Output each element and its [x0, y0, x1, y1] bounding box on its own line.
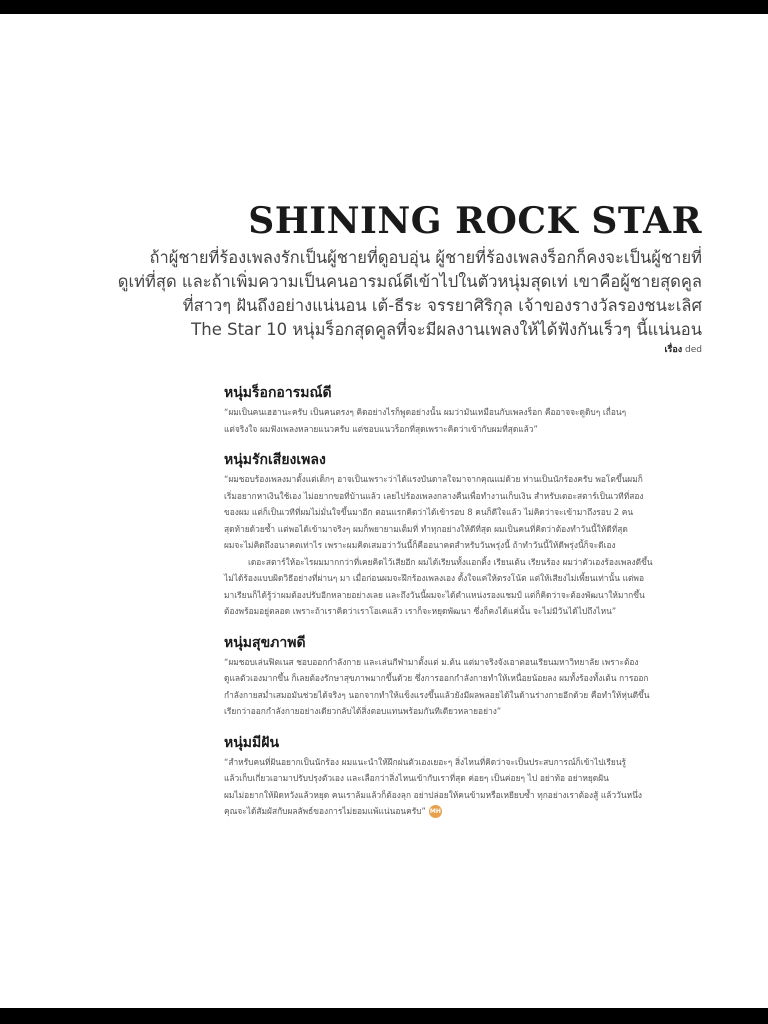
- paragraph-line: “ผมชอบร้องเพลงมาตั้งแต่เด็กๆ อาจเป็นเพราะว่าได้แรงบันดาลใจมาจากคุณแม่ด้วย ท่านเป็นนักร้องครับ พอโตขึ้นผมก็: [224, 474, 643, 484]
- article-body: [224, 384, 704, 820]
- intro-line: ดูเท่ที่สุด และถ้าเพิ่มความเป็นคนอารมณ์ดีเข้าไปในตัวหนุ่มสุดเท่ เขาคือผู้ชายสุดคูล: [117, 272, 702, 291]
- paragraph-line: ดูแลตัวเองมากขึ้น ก็เลยต้องรักษาสุขภาพมากขึ้นด้วย ซึ่งการออกกำลังกายทำให้เหนื่อยน้อยลง ผมทั้งร้องทั้งเต้น การออก: [224, 673, 649, 683]
- section-title: หนุ่มสุขภาพดี: [224, 634, 306, 651]
- paragraph-line: “สำหรับคนที่ฝันอยากเป็นนักร้อง ผมแนะนำให้ฝึกฝนตัวเองเยอะๆ สิ่งไหนที่คิดว่าจะเป็นประสบการณ์ก็เข้าไปเรียนรู้: [224, 756, 627, 767]
- section-title: หนุ่มรักเสียงเพลง: [224, 452, 326, 468]
- paragraph-line: เรียกว่าออกกำลังกายอย่างเดียวกลับได้สิ่งตอบแทนพร้อมกันทีเดียวหลายอย่าง”: [224, 706, 502, 716]
- paragraph-line: ไม่ได้ร้องแบบผิดวิธีอย่างที่ผ่านๆ มา เมื่อก่อนผมจะฝึกร้องเพลงเอง ตั้งใจแค่ให้ตรงโน้ต แต่ให้เสียงไม่เพี้ยนเท่านั้น แต่พอ: [224, 573, 644, 583]
- paragraph-line: ของผม แต่ก็เป็นเวทีที่ผมไม่มั่นใจขึ้นมาอีก ตอนแรกคิดว่าได้เข้ารอบ 8 คนก็ดีใจแล้ว ไม่คิดว่าจะเข้ามาถึงรอบ 2 คน: [224, 507, 634, 517]
- paragraph-line: ผมไม่อยากให้ผิดหวังแล้วหยุด คนเราล้มแล้วก็ต้องลุก อย่าปล่อยให้คนข้ามหรือเหยียบซ้ำ ทุกอย่างเราต้องสู้ แล้ววันหนึ่ง: [224, 789, 642, 800]
- section-paragraph: [224, 471, 704, 620]
- section-paragraph: [224, 754, 704, 820]
- article-intro: [102, 246, 702, 342]
- paragraph-line: แล้วเก็บเกี่ยวเอามาปรับปรุงตัวเอง และเลือกว่าสิ่งไหนเข้ากับเราที่สุด ค่อยๆ เป็นค่อยๆ ไป อย่าท้อ อย่าหยุดฝัน: [224, 773, 609, 783]
- paragraph-line: แต่จริงใจ ผมฟังเพลงหลายแนวครับ แต่ชอบแนวร็อกที่สุดเพราะคิดว่าเข้ากับผมที่สุดแล้ว”: [224, 423, 538, 434]
- section-rock-good-mood: [224, 384, 704, 437]
- paragraph-line: สุดท้ายด้วยซ้ำ แต่พอได้เข้ามาจริงๆ ผมก็พยายามเต็มที่ ทำทุกอย่างให้ดีที่สุด ผมเป็นคนที่คิดว่าต้องทำวันนี้ให้ดีที่สุด: [224, 523, 628, 534]
- intro-line: ถ้าผู้ชายที่ร้องเพลงรักเป็นผู้ชายที่ดูอบอุ่น ผู้ชายที่ร้องเพลงร็อกก็คงจะเป็นผู้ชายที่: [149, 248, 702, 267]
- paragraph-line: ต้องพร้อมอยู่ตลอด เพราะถ้าเราคิดว่าเราโอเคแล้ว เราก็จะหยุดพัฒนา ซึ่งก็คงได้แค่นั้น จะไม่มีวันได้ไปถึงไหน”: [224, 606, 617, 616]
- paragraph-line: เริ่มอยากหาเงินใช้เอง ไม่อยากขอที่บ้านแล้ว เลยไปร้องเพลงกลางคืนเพื่อทำงานเก็บเงิน สำหรับเดอะสตาร์เป็นเวทีที่สอง: [224, 490, 644, 501]
- section-healthy: [224, 634, 704, 720]
- intro-line: The Star 10 หนุ่มร็อกสุดคูลที่จะมีผลงานเพลงให้ได้ฟังกันเร็วๆ นี้แน่นอน: [191, 320, 702, 339]
- section-paragraph: [224, 654, 704, 720]
- paragraph-line: [224, 803, 704, 820]
- paragraph-line: “ผมชอบเล่นฟิตเนส ชอบออกกำลังกาย และเล่นกีฬามาตั้งแต่ ม.ต้น แต่มาจริงจังเอาตอนเรียนมหาวิทยาลัย เพราะต้อง: [224, 656, 639, 667]
- bottom-black-bar: [0, 1008, 768, 1024]
- article-headline: SHINING ROCK STAR: [248, 200, 702, 242]
- author-credit: [664, 342, 702, 356]
- credit-name: ded: [685, 345, 702, 355]
- section-love-music: [224, 451, 704, 620]
- paragraph-line: มาเรียนก็ได้รู้ว่าผมต้องปรับอีกหลายอย่างเลย และถึงวันนี้ผมจะได้ตำแหน่งรองแชมป์ แต่ก็คิดว่าจะต้องพัฒนาให้มากขึ้น: [224, 589, 645, 600]
- intro-line: ที่สาวๆ ฝันถึงอย่างแน่นอน เต้-ธีระ จรรยาศิริกุล เจ้าของรางวัลรองชนะเลิศ: [182, 296, 702, 315]
- paragraph-line-text: คุณจะได้สัมผัสกับผลลัพธ์ของการไม่ยอมแพ้แน่นอนครับ”: [224, 806, 426, 816]
- section-paragraph: [224, 404, 704, 437]
- paragraph-line: ผมจะไม่คิดถึงอนาคตเท่าไร เพราะผมคิดเสมอว่าวันนี้ก็คืออนาคตสำหรับวันพรุ่งนี้ ถ้าทำวันนี้ให้ดีพรุ่งนี้ก็จะดีเอง: [224, 540, 616, 550]
- section-title: หนุ่มมีฝัน: [224, 734, 280, 751]
- magazine-end-mark-icon: MH: [429, 805, 442, 818]
- section-dreamer: [224, 734, 704, 820]
- top-black-bar: [0, 0, 768, 14]
- paragraph-line: เดอะสตาร์ให้อะไรผมมากกว่าที่เคยคิดไว้เสียอีก ผมได้เรียนทั้งแอกติ้ง เรียนเต้น เรียนร้อง ผมว่าตัวเองร้องเพลงดีขึ้น: [248, 556, 653, 567]
- paragraph-line: กำลังกายสม่ำเสมอมันช่วยได้จริงๆ นอกจากทำให้แข็งแรงขึ้นแล้วยังมีผลพลอยได้ในด้านร่างกายอีกด้วย คือทำให้หุ่นดีขึ้น: [224, 689, 650, 700]
- paragraph-line: “ผมเป็นคนเฮฮานะครับ เป็นคนตรงๆ คิดอย่างไรก็พูดอย่างนั้น ผมว่ามันเหมือนกับเพลงร็อก คืออาจจะดูดิบๆ เถื่อนๆ: [224, 407, 627, 417]
- section-title: หนุ่มร็อกอารมณ์ดี: [224, 385, 332, 401]
- credit-label: เรื่อง: [664, 345, 683, 355]
